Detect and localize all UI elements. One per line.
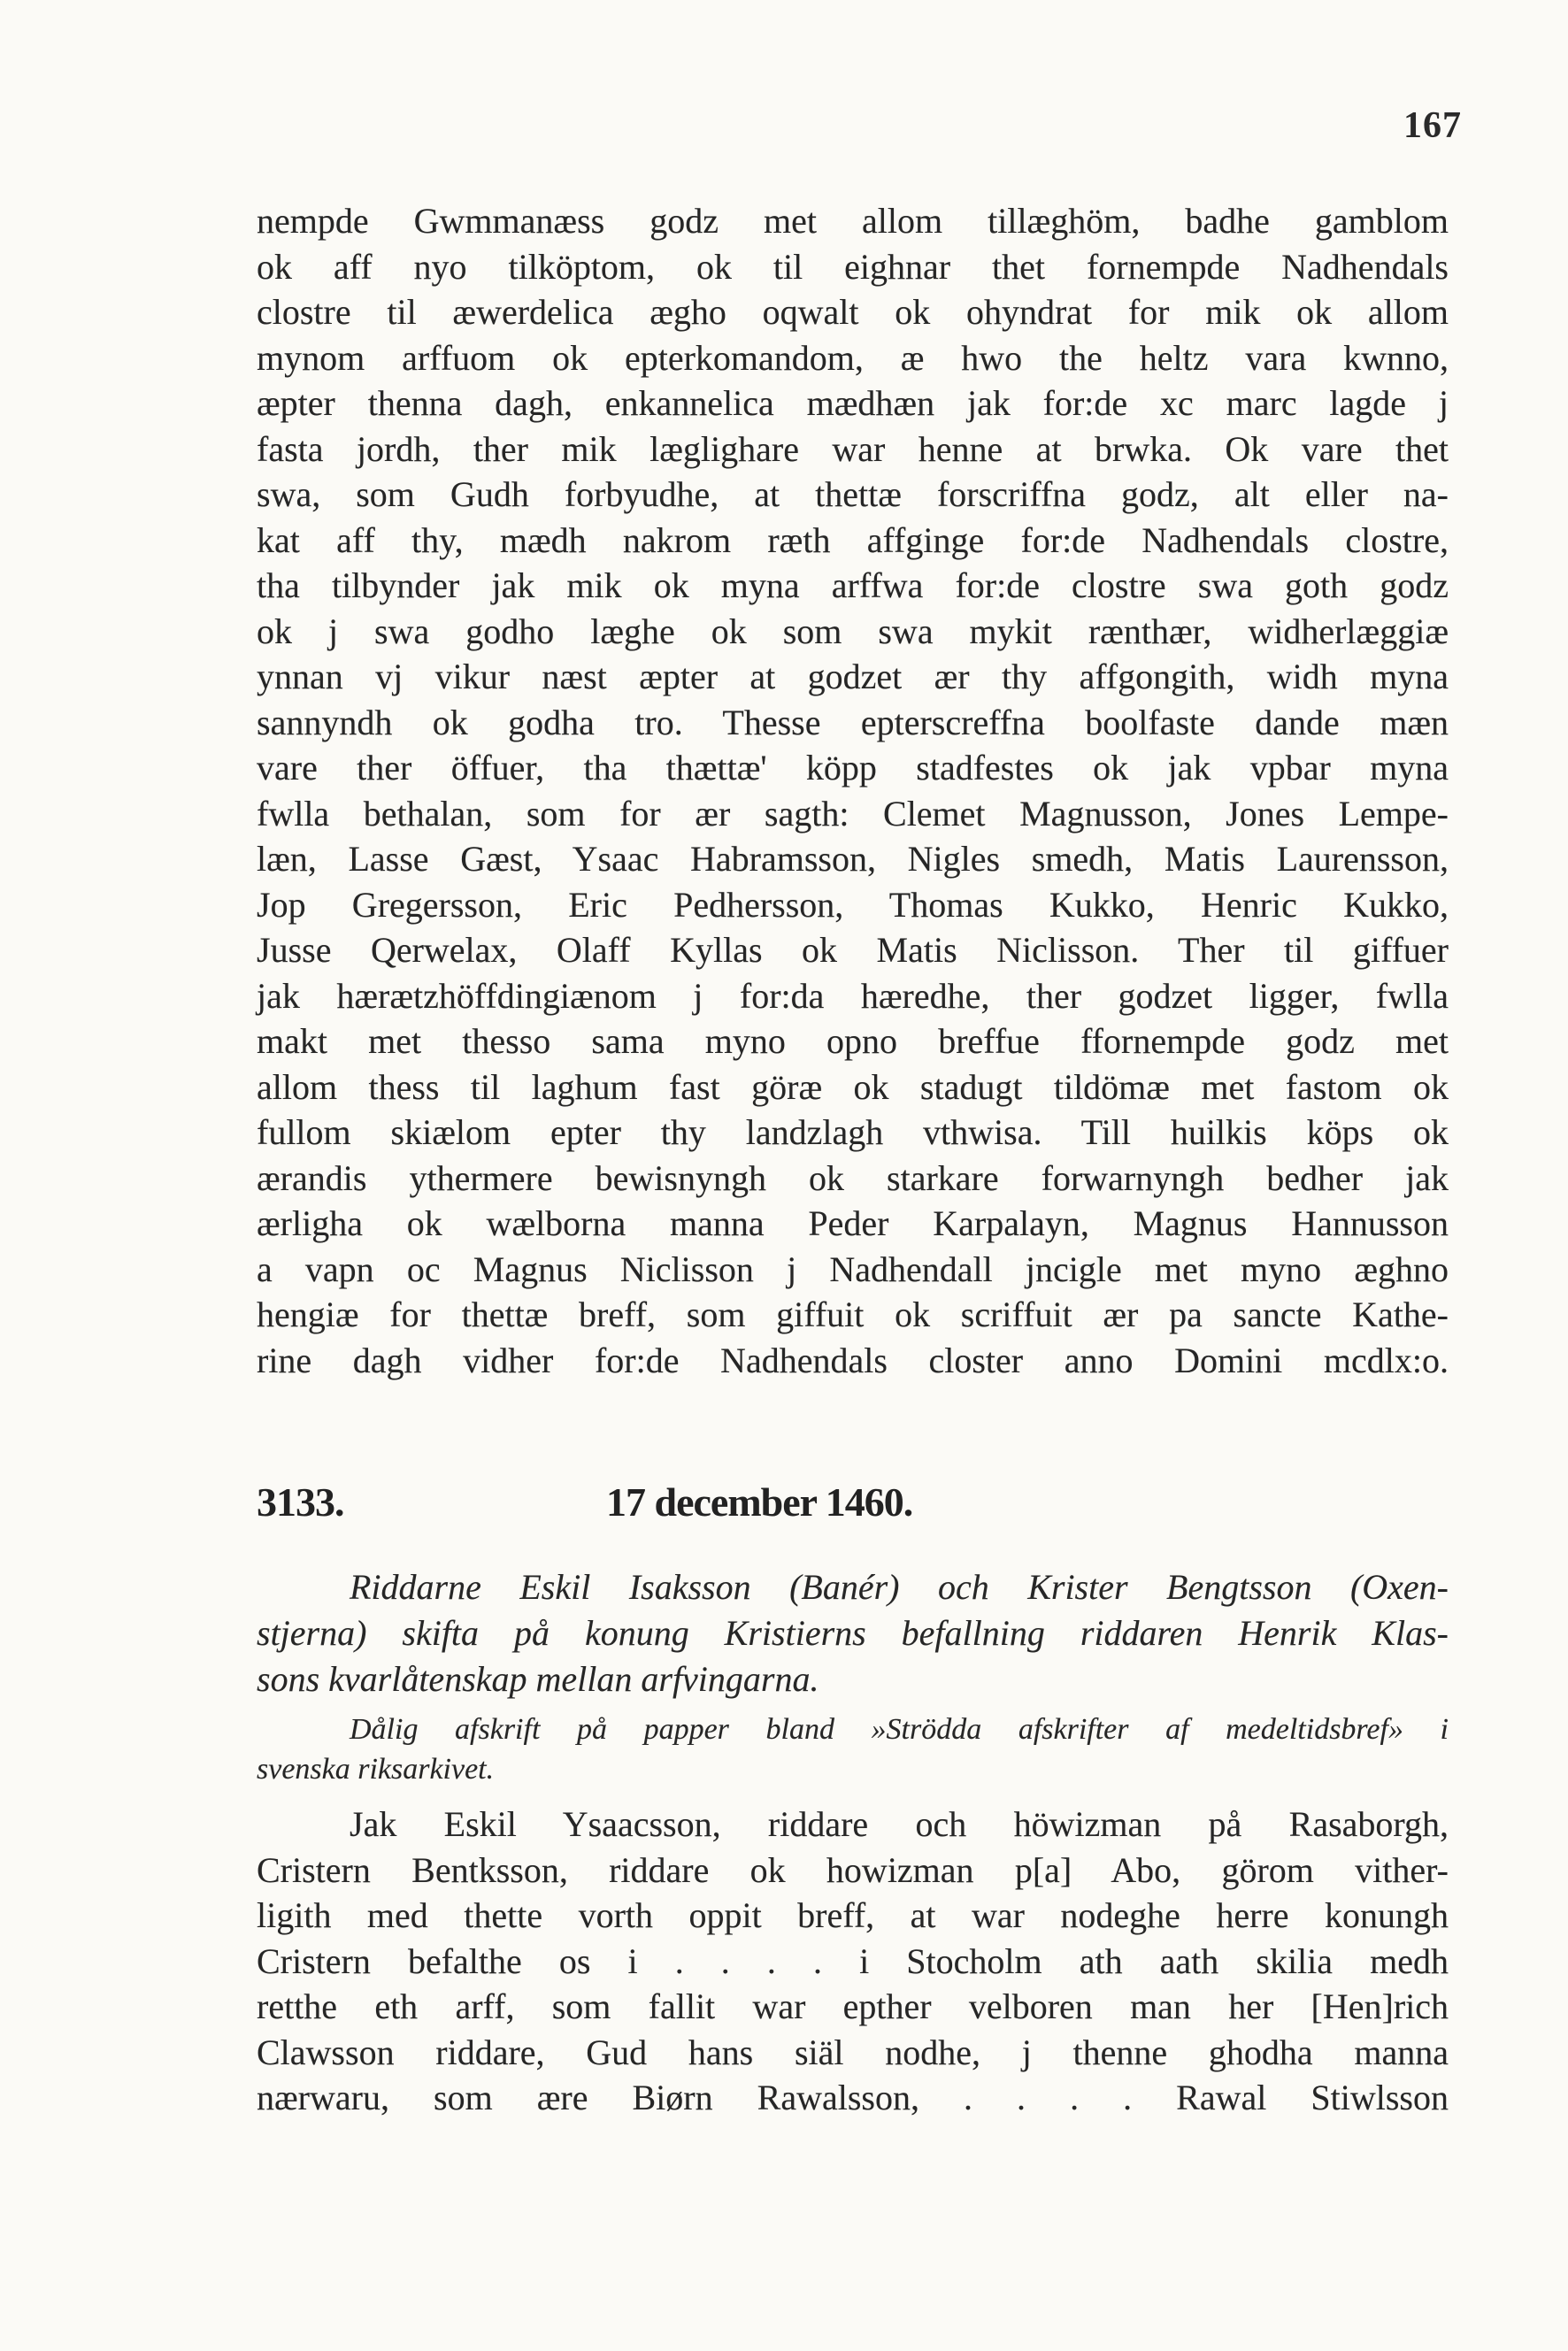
entry-number: 3133.: [257, 1479, 344, 1525]
text-line: æpter thenna dagh, enkannelica mædhæn jak for:de xc marc lagde j: [257, 383, 1449, 423]
entry-date: 17 december 1460.: [606, 1479, 913, 1525]
text-line: Dålig afskrift på papper bland »Strödda afskrifter af medeltidsbref» i: [350, 1713, 1449, 1746]
text-line: swa, som Gudh forbyudhe, at thettæ forscriffna godz, alt eller na-: [257, 474, 1449, 514]
text-line: vare ther öffuer, tha thættæ' köpp stadfestes ok jak vpbar myna: [257, 748, 1449, 788]
text-line: svenska riksarkivet.: [257, 1753, 495, 1786]
text-line: hengiæ for thettæ breff, som giffuit ok scriffuit ær pa sancte Kathe-: [257, 1295, 1449, 1334]
text-line: allom thess til laghum fast göræ ok stadugt tildömæ met fastom ok: [257, 1066, 1449, 1107]
text-line: ok j swa godho læghe ok som swa mykit rænthær, widherlæggiæ: [257, 611, 1449, 651]
text-line: tha tilbynder jak mik ok myna arffwa for:de clostre swa goth godz: [257, 565, 1449, 605]
text-line: ærligha ok wælborna manna Peder Karpalayn, Magnus Hannusson: [257, 1203, 1449, 1243]
document-text-paragraph: [257, 1802, 1449, 2121]
text-line: læn, Lasse Gæst, Ysaac Habramsson, Nigles smedh, Matis Laurensson,: [257, 839, 1449, 879]
text-line: nærwaru, som ære Biørn Rawalsson, . . . . Rawal Stiwlsson: [257, 2078, 1449, 2117]
text-line: sannyndh ok godha tro. Thesse epterscreffna boolfaste dande mæn: [257, 702, 1449, 742]
entry-heading: [257, 1478, 1449, 1527]
text-line: Riddarne Eskil Isaksson (Banér) och Krister Bengtsson (Oxen-: [350, 1567, 1449, 1607]
text-line: Jusse Qerwelax, Olaff Kyllas ok Matis Niclisson. Ther til giffuer: [257, 930, 1449, 970]
text-line: Cristern befalthe os i . . . . i Stocholm ath aath skilia medh: [257, 1940, 1449, 1981]
text-line: ligith med thette vorth oppit breff, at war nodeghe herre konungh: [257, 1895, 1449, 1935]
text-line: clostre til æwerdelica ægho oqwalt ok ohyndrat for mik ok allom: [257, 292, 1449, 332]
text-line: fwlla bethalan, som for ær sagth: Clemet Magnusson, Jones Lempe-: [257, 793, 1449, 834]
text-line: ok aff nyo tilköptom, ok til eighnar thet fornempde Nadhendals: [257, 246, 1449, 287]
text-line: stjerna) skifta på konung Kristierns befallning riddaren Henrik Klas-: [257, 1613, 1449, 1653]
text-line: mynom arffuom ok epterkomandom, æ hwo the heltz vara kwnno,: [257, 337, 1449, 378]
text-line: jak hærætzhöffdingiænom j for:da hæredhe, ther godzet ligger, fwlla: [257, 975, 1449, 1016]
text-line: Clawsson riddare, Gud hans siäl nodhe, j thenne ghodha manna: [257, 2032, 1449, 2072]
source-note: [257, 1709, 1449, 1789]
text-line: makt met thesso sama myno opno breffue ffornempde godz met: [257, 1021, 1449, 1061]
text-line: ynnan vj vikur næst æpter at godzet ær thy affgongith, widh myna: [257, 657, 1449, 696]
text-line: Jak Eskil Ysaacsson, riddare och höwizman på Rasaborgh,: [350, 1804, 1449, 1844]
text-line: Jop Gregersson, Eric Pedhersson, Thomas Kukko, Henric Kukko,: [257, 884, 1449, 925]
text-line: kat aff thy, mædh nakrom ræth affginge for:de Nadhendals clostre,: [257, 519, 1449, 560]
text-line: nempde Gwmmanæss godz met allom tillæghöm, badhe gamblom: [257, 201, 1449, 241]
text-line: fasta jordh, ther mik læglighare war henne at brwka. Ok vare thet: [257, 428, 1449, 469]
text-line: retthe eth arff, som fallit war epther velboren man her [Hen]rich: [257, 1986, 1449, 2026]
text-line: ærandis ythermere bewisnyngh ok starkare forwarnyngh bedher jak: [257, 1157, 1449, 1198]
entry-summary: [257, 1564, 1449, 1702]
text-line: rine dagh vidher for:de Nadhendals closter anno Domini mcdlx:o.: [257, 1340, 1449, 1380]
text-line: a vapn oc Magnus Niclisson j Nadhendall jncigle met myno æghno: [257, 1248, 1449, 1289]
page-number: 167: [1403, 105, 1462, 146]
document-continuation-paragraph: [257, 198, 1449, 1383]
text-line: sons kvarlåtenskap mellan arfvingarna.: [257, 1659, 819, 1699]
text-line: fullom skiælom epter thy landzlagh vthwisa. Till huilkis köps ok: [257, 1112, 1449, 1152]
text-line: Cristern Bentksson, riddare ok howizman p[a] Abo, görom vither-: [257, 1849, 1449, 1890]
